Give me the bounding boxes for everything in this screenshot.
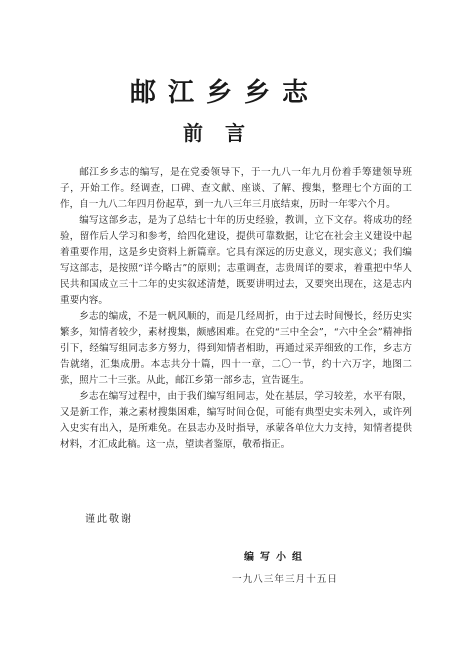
preface-body: [60, 165, 412, 453]
paragraph-4: 乡志在编写过程中，由于我们编写组同志，处在基层，学习较差，水平有限，又是新工作，兼之素材搜集困难，编写时间仓促，可能有典型史实未列入，或许列入史实有出入，是所难免。在县志办及时指导，承蒙各单位大力支持，知情者提供材料，才汇成此稿。这一点，望读者鉴原，敬希指正。: [60, 391, 412, 450]
section-title: 前言: [183, 121, 267, 145]
paragraph-1: 邮江乡乡志的编写，是在党委领导下，于一九八一年九月份着手筹建领导班子，开始工作。经调查，口碑、查文献、座谈、了解、搜集，整理七个方面的工作，自一九八二年四月份起草，到一九八三年三月底结束，历时一年零六个月。: [60, 167, 412, 210]
signature: 编写小组: [244, 552, 308, 563]
book-title: 邮江乡乡志: [129, 78, 320, 108]
paragraph-2: 编写这部乡志，是为了总结七十年的历史经验，教训，立下文存。将成功的经验，留作后人学习和参考，给四化建设，提供可靠数据，让它在社会主义建设中起着重要作用，这是乡史资料上新篇章。它具有深远的历史意义，现实意义；我们编写这部志，是按照“详今略古”的原则；志重调查，志贵周详的要求，着重把中华人民共和国成立三十二年的史实叙述清楚，既要讲明过去，又要突出现在，这是志内重要内容。: [60, 215, 412, 306]
paragraph-3: 乡志的编成，不是一帆风顺的，而是几经周折，由于过去时间慢长，经历史实繁多，知情者较少，素材搜集，颇感困难。在党的“三中全会”，“六中全会”精神指引下，经编写组同志多方努力，得到知情者相助，再通过采弄细致的工作，乡志方告就绪，汇集成册。本志共分十篇，四十一章，二〇一节，约十六万字，地图二张，照片二十三张。从此，邮江乡第一部乡志，宣告诞生。: [60, 311, 412, 386]
signature-date: 一九八三年三月十五日: [232, 574, 338, 585]
closing-text: 谨此敬谢: [85, 514, 133, 525]
